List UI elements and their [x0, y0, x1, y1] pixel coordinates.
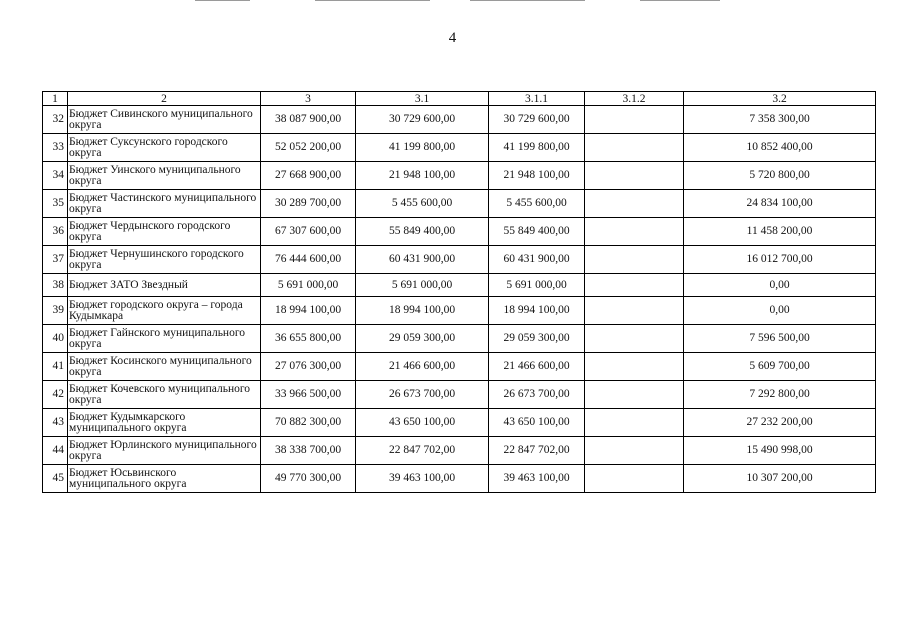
page-number: 4: [448, 30, 457, 46]
amount-3-1: 21 466 600,00: [356, 353, 489, 381]
total-amount: 38 087 900,00: [261, 106, 356, 134]
amount-3-1-2: [585, 409, 684, 437]
scan-top-line: [470, 0, 585, 1]
table-row: [43, 106, 876, 134]
amount-3-1-1: 39 463 100,00: [489, 465, 585, 493]
amount-3-1-1: 29 059 300,00: [489, 325, 585, 353]
row-number: 41: [43, 353, 68, 381]
row-number: 36: [43, 218, 68, 246]
scan-top-line: [315, 0, 430, 1]
row-number: 38: [43, 274, 68, 297]
amount-3-1-1: 41 199 800,00: [489, 134, 585, 162]
amount-3-1: 5 691 000,00: [356, 274, 489, 297]
total-amount: 38 338 700,00: [261, 437, 356, 465]
budget-name: Бюджет Уинского муниципального округа: [68, 162, 261, 190]
table-row: [43, 134, 876, 162]
amount-3-1-2: [585, 162, 684, 190]
amount-3-1: 39 463 100,00: [356, 465, 489, 493]
amount-3-2: 0,00: [684, 274, 876, 297]
scan-top-line: [640, 0, 720, 1]
row-number: 33: [43, 134, 68, 162]
amount-3-1: 21 948 100,00: [356, 162, 489, 190]
table-row: [43, 190, 876, 218]
amount-3-1-1: 5 455 600,00: [489, 190, 585, 218]
budget-name: Бюджет Кудымкарского муниципального округа: [68, 409, 261, 437]
amount-3-1: 41 199 800,00: [356, 134, 489, 162]
row-number: 45: [43, 465, 68, 493]
row-number: 39: [43, 297, 68, 325]
amount-3-1: 55 849 400,00: [356, 218, 489, 246]
amount-3-2: 0,00: [684, 297, 876, 325]
amount-3-1-2: [585, 106, 684, 134]
budget-name: Бюджет Суксунского городского округа: [68, 134, 261, 162]
budget-name: Бюджет городского округа – города Кудымкара: [68, 297, 261, 325]
budget-name: Бюджет Частинского муниципального округа: [68, 190, 261, 218]
amount-3-1-1: 22 847 702,00: [489, 437, 585, 465]
amount-3-1-2: [585, 297, 684, 325]
table-row: [43, 297, 876, 325]
amount-3-1: 30 729 600,00: [356, 106, 489, 134]
amount-3-1: 18 994 100,00: [356, 297, 489, 325]
row-number: 37: [43, 246, 68, 274]
budget-name: Бюджет Чернушинского городского округа: [68, 246, 261, 274]
total-amount: 49 770 300,00: [261, 465, 356, 493]
row-number: 44: [43, 437, 68, 465]
amount-3-1-2: [585, 218, 684, 246]
amount-3-1-2: [585, 381, 684, 409]
budget-table: [42, 91, 876, 493]
total-amount: 5 691 000,00: [261, 274, 356, 297]
column-header: 3.1.1: [489, 92, 585, 106]
budget-name: Бюджет Косинского муниципального округа: [68, 353, 261, 381]
total-amount: 18 994 100,00: [261, 297, 356, 325]
table-row: [43, 246, 876, 274]
row-number: 35: [43, 190, 68, 218]
amount-3-1-2: [585, 353, 684, 381]
row-number: 42: [43, 381, 68, 409]
total-amount: 52 052 200,00: [261, 134, 356, 162]
table-row: [43, 274, 876, 297]
amount-3-1: 60 431 900,00: [356, 246, 489, 274]
total-amount: 36 655 800,00: [261, 325, 356, 353]
budget-name: Бюджет Чердынского городского округа: [68, 218, 261, 246]
table-row: [43, 409, 876, 437]
amount-3-1: 5 455 600,00: [356, 190, 489, 218]
table-row: [43, 325, 876, 353]
budget-name: Бюджет Кочевского муниципального округа: [68, 381, 261, 409]
scan-top-line: [195, 0, 250, 1]
amount-3-1-2: [585, 437, 684, 465]
amount-3-1: 26 673 700,00: [356, 381, 489, 409]
table-row: [43, 465, 876, 493]
table-row: [43, 218, 876, 246]
amount-3-1-1: 5 691 000,00: [489, 274, 585, 297]
column-header: 3.2: [684, 92, 876, 106]
row-number: 40: [43, 325, 68, 353]
amount-3-1-1: 21 948 100,00: [489, 162, 585, 190]
budget-name: Бюджет ЗАТО Звездный: [68, 274, 261, 297]
budget-name: Бюджет Сивинского муниципального округа: [68, 106, 261, 134]
amount-3-1-1: 21 466 600,00: [489, 353, 585, 381]
amount-3-2: 24 834 100,00: [684, 190, 876, 218]
amount-3-1-1: 55 849 400,00: [489, 218, 585, 246]
budget-name: Бюджет Юрлинского муниципального округа: [68, 437, 261, 465]
header-row: [43, 92, 876, 106]
column-header: 2: [68, 92, 261, 106]
table-row: [43, 381, 876, 409]
budget-name: Бюджет Юсьвинского муниципального округа: [68, 465, 261, 493]
amount-3-1-1: 43 650 100,00: [489, 409, 585, 437]
amount-3-1-2: [585, 134, 684, 162]
row-number: 34: [43, 162, 68, 190]
amount-3-2: 27 232 200,00: [684, 409, 876, 437]
amount-3-2: 7 596 500,00: [684, 325, 876, 353]
table-row: [43, 353, 876, 381]
total-amount: 33 966 500,00: [261, 381, 356, 409]
total-amount: 30 289 700,00: [261, 190, 356, 218]
table-row: [43, 162, 876, 190]
amount-3-1-2: [585, 465, 684, 493]
row-number: 43: [43, 409, 68, 437]
column-header: 3.1: [356, 92, 489, 106]
row-number: 32: [43, 106, 68, 134]
amount-3-1-1: 30 729 600,00: [489, 106, 585, 134]
amount-3-1: 29 059 300,00: [356, 325, 489, 353]
amount-3-1-2: [585, 190, 684, 218]
column-header: 1: [43, 92, 68, 106]
column-header: 3: [261, 92, 356, 106]
amount-3-1: 43 650 100,00: [356, 409, 489, 437]
amount-3-2: 15 490 998,00: [684, 437, 876, 465]
amount-3-1-2: [585, 246, 684, 274]
amount-3-2: 7 292 800,00: [684, 381, 876, 409]
amount-3-2: 10 852 400,00: [684, 134, 876, 162]
amount-3-2: 10 307 200,00: [684, 465, 876, 493]
amount-3-2: 11 458 200,00: [684, 218, 876, 246]
budget-name: Бюджет Гайнского муниципального округа: [68, 325, 261, 353]
amount-3-2: 16 012 700,00: [684, 246, 876, 274]
total-amount: 27 076 300,00: [261, 353, 356, 381]
total-amount: 27 668 900,00: [261, 162, 356, 190]
total-amount: 67 307 600,00: [261, 218, 356, 246]
total-amount: 70 882 300,00: [261, 409, 356, 437]
amount-3-1-1: 26 673 700,00: [489, 381, 585, 409]
amount-3-1-1: 60 431 900,00: [489, 246, 585, 274]
amount-3-1: 22 847 702,00: [356, 437, 489, 465]
amount-3-2: 5 720 800,00: [684, 162, 876, 190]
amount-3-2: 5 609 700,00: [684, 353, 876, 381]
total-amount: 76 444 600,00: [261, 246, 356, 274]
amount-3-1-1: 18 994 100,00: [489, 297, 585, 325]
amount-3-1-2: [585, 274, 684, 297]
amount-3-2: 7 358 300,00: [684, 106, 876, 134]
table-row: [43, 437, 876, 465]
amount-3-1-2: [585, 325, 684, 353]
column-header: 3.1.2: [585, 92, 684, 106]
